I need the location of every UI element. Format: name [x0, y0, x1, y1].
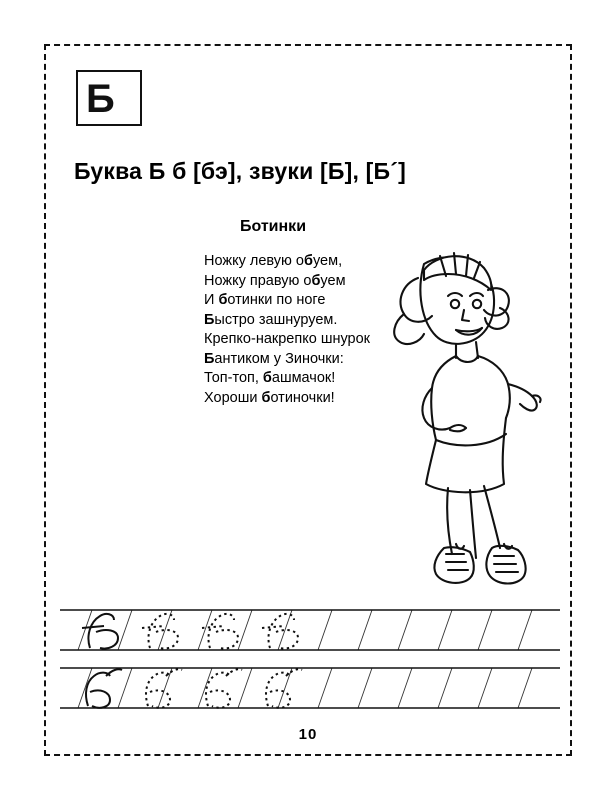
poem-highlight-letter: Б: [204, 350, 215, 367]
page-number: [0, 726, 616, 743]
handwriting-practice-area: [60, 606, 560, 718]
letter-badge-glyph: Б: [86, 77, 115, 121]
poem-highlight-letter: б: [218, 292, 228, 308]
poem-text-segment: ашмачок!: [271, 370, 336, 386]
poem-text-segment: уем,: [312, 253, 343, 269]
page-number-value: 10: [298, 726, 318, 743]
poem-text-segment: отиночки!: [270, 389, 335, 406]
poem-highlight-letter: Б: [204, 311, 215, 328]
poem-highlight-letter: б: [261, 389, 271, 406]
poem-title: Ботинки: [239, 218, 307, 235]
poem-text-segment: отинки по ноге: [227, 292, 326, 308]
poem-text-segment: уем: [320, 272, 346, 289]
letter-badge: [76, 70, 142, 126]
poem-highlight-letter: б: [304, 253, 313, 269]
poem-text-segment: Ножку левую о: [204, 253, 304, 269]
poem-text-segment: антиком у Зиночки:: [214, 350, 344, 367]
poem-text-segment: И: [204, 292, 219, 308]
poem-text-segment: Крепко-накрепко шнурок: [204, 331, 371, 347]
page-title: Буква Б б [бэ], звуки [Б], [Б´]: [74, 158, 406, 184]
poem-text-segment: Ножку правую о: [204, 272, 312, 289]
poem-text-segment: Топ-топ,: [204, 370, 263, 386]
poem-highlight-letter: б: [262, 370, 272, 386]
illustration-girl-with-boots: [352, 218, 544, 608]
poem-highlight-letter: б: [311, 272, 321, 289]
poem-text-segment: ыстро зашнуруем.: [214, 311, 338, 328]
poem-text-segment: Хороши: [204, 389, 262, 406]
